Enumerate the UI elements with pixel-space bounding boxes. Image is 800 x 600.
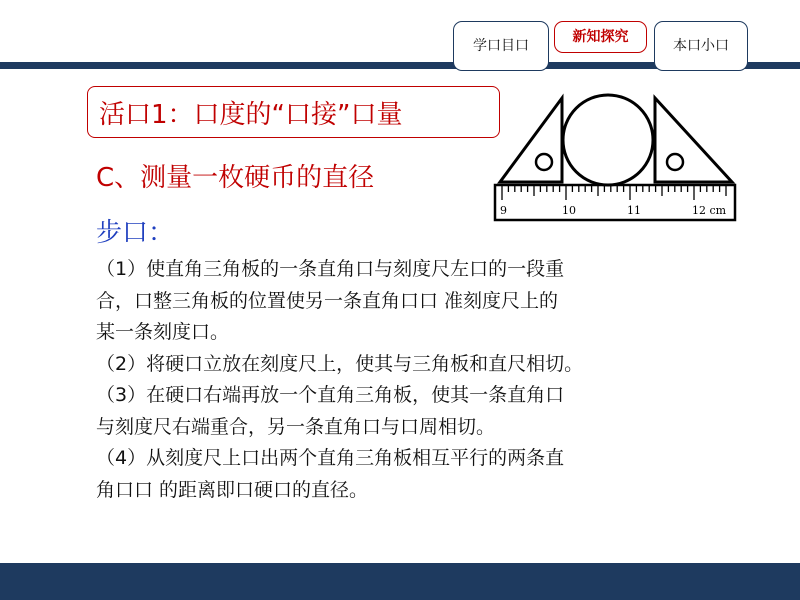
tick-label-12cm: 12 cm (692, 204, 727, 217)
nav-button-lesson-summary[interactable] (654, 21, 748, 71)
step-line: 某一条刻度口。 (96, 321, 230, 343)
coin (563, 95, 653, 185)
left-triangle-ruler (500, 98, 562, 182)
nav-button-new-knowledge[interactable] (554, 21, 647, 53)
step-line: （2）将硬口立放在刻度尺上，使其与三角板和直尺相切。 (96, 352, 584, 375)
step-line: （3）在硬口右端再放一个直角三角板，使其一条直角口 (96, 384, 565, 406)
nav-button-label: 学口目口 (473, 38, 529, 54)
tick-label-11: 11 (627, 204, 641, 217)
activity-title: 活口1：口度的“口接”口量 (99, 99, 403, 130)
right-triangle-ruler (655, 98, 732, 182)
right-triangle-hole (667, 154, 683, 170)
step-line: （1）使直角三角板的一条直角口与刻度尺左口的一段重 (96, 258, 565, 280)
nav-button-label: 新知探究 (572, 29, 629, 45)
steps-text (96, 254, 716, 506)
nav-button-learning-goals[interactable] (453, 21, 549, 71)
steps-heading: 步口： (96, 218, 175, 248)
section-subtitle: C、测量一枚硬币的直径 (96, 163, 375, 193)
step-line: （4）从刻度尺上口出两个直角三角板相互平行的两条直 (96, 447, 565, 469)
step-line: 角口口 的距离即口硬口的直径。 (96, 478, 369, 501)
ruler-ticks (502, 186, 726, 200)
coin-measurement-figure (492, 90, 742, 225)
tick-label-10: 10 (562, 204, 576, 217)
bottom-bar (0, 563, 800, 600)
tick-label-9: 9 (500, 204, 507, 217)
step-line: 与刻度尺右端重合，另一条直角口与口周相切。 (96, 415, 496, 438)
activity-title-box (87, 86, 500, 138)
nav-button-label: 本口小口 (673, 38, 729, 54)
left-triangle-hole (536, 154, 552, 170)
step-line: 合，口整三角板的位置使另一条直角口口 准刻度尺上的 (96, 289, 559, 312)
